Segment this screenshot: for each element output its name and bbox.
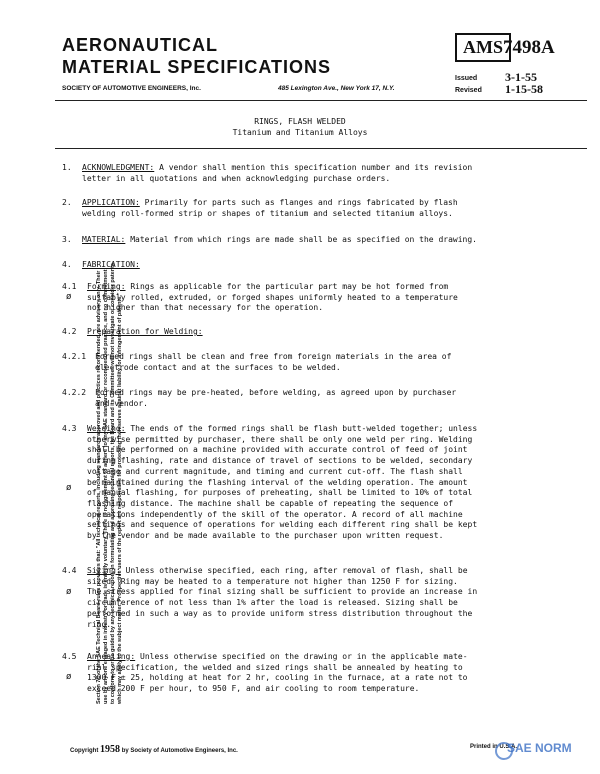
section-2-num: 2. <box>62 198 72 207</box>
section-1-text-2: letter in all quotations and when acknowledging purchase orders. <box>82 173 391 183</box>
section-4-3-text-6: be maintained during the flashing interval of the welding operation. The amount <box>87 477 468 487</box>
section-4-2-2 <box>95 388 585 409</box>
section-4-3-text-5: voltage and current magnitude, and timing and current cut-off. The flash shall <box>87 466 463 476</box>
section-4-4-text-6: ring. <box>87 619 112 629</box>
section-2-text: Primarily for parts such as flanges and rings fabricated by flash <box>144 198 458 207</box>
section-4-4-text-4: circumference of not less than 1% after the load is released. Sizing shall be <box>87 598 458 608</box>
section-1 <box>82 163 582 184</box>
section-4-2-heading: Preparation for Welding: <box>87 327 203 336</box>
section-4-1-text: Rings as applicable for the particular part may be hot formed from <box>130 282 449 291</box>
revision-mark: ø <box>66 292 72 302</box>
sidebar-line-3: to conform to or be guided by any technical report. In formulating and approving technical reports, the Board and its Committees will not investigate or consider patents <box>110 263 116 704</box>
ams-number-box <box>455 33 555 62</box>
section-4-1-heading: Forming: <box>87 282 126 291</box>
section-4-3-num: 4.3 <box>62 424 77 433</box>
society-address: 485 Lexington Ave., New York 17, N.Y. <box>278 85 395 92</box>
section-4-3-text-2: otherwise permitted by purchaser, there shall be only one weld per ring. Welding <box>87 434 473 444</box>
section-4-2-num: 4.2 <box>62 327 77 336</box>
section-4-num: 4. <box>62 260 72 269</box>
section-4-4-text-2: sized. Ring may be heated to a temperature not higher than 1250 F for sizing. <box>87 576 458 586</box>
revision-mark-4: ø <box>66 672 72 682</box>
section-4-5-num: 4.5 <box>62 652 77 661</box>
sidebar-line-2: use by anyone engaged in industry or trade is entirely voluntary. There is no agreement to adhere to any SAE standard or recommended practice, and no commitment <box>103 269 109 704</box>
section-1-heading: ACKNOWLEDGMENT: <box>82 163 155 172</box>
footer-copyright <box>70 744 238 755</box>
section-4-2-1 <box>95 352 585 373</box>
section-4-5-text-1: Unless otherwise specified on the drawing or in the applicable mate- <box>140 652 468 661</box>
section-4-3-text-4: during flashing, rate and distance of travel of sections to be welded, secondary <box>87 456 473 466</box>
section-1-text: A vendor shall mention this specification number and its revision <box>159 163 473 172</box>
revision-mark-2: ø <box>66 483 72 493</box>
doc-subtitle: Titanium and Titanium Alloys <box>232 128 368 137</box>
copyright-owner: by Society of Automotive Engineers, Inc. <box>121 748 238 754</box>
footer-printed: Printed in U.S.A. <box>470 744 518 750</box>
revised-label: Revised <box>455 87 482 94</box>
section-4-2-2-text-2: and vendor. <box>95 398 148 408</box>
section-2-text-2: welding roll-formed strip or shapes of titanium and selected titanium alloys. <box>82 208 453 218</box>
copyright-label: Copyright <box>70 748 99 754</box>
doc-title: RINGS, FLASH WELDED <box>254 117 346 126</box>
issued-date: 3-1-55 <box>505 70 537 84</box>
section-4-heading: FABRICATION: <box>82 260 140 269</box>
section-4-3-heading: Welding: <box>87 424 126 433</box>
watermark: SAE NORM <box>507 741 572 755</box>
header-line2: MATERIAL SPECIFICATIONS <box>62 57 332 77</box>
section-4-2-1-num: 4.2.1 <box>62 352 87 361</box>
section-4-2-1-text-2: electrode contact and at the surfaces to be welded. <box>95 362 341 372</box>
section-4-1-text-3: not higher than that necessary for the operation. <box>87 303 324 313</box>
section-4-1 <box>87 282 587 314</box>
section-4-4-num: 4.4 <box>62 566 77 575</box>
section-4-4-text-5: performed in such a way as to provide uniform stress distribution throughout the <box>87 608 473 618</box>
section-4-2-2-text: Formed rings may be pre-heated, before welding, as agreed upon by purchaser <box>95 388 457 397</box>
section-2 <box>82 198 582 219</box>
section-4-3-text-11: by the vendor and be made available to the purchaser upon written request. <box>87 531 444 541</box>
section-4-4-text-3: The stress applied for final sizing shall be sufficient to provide an increase in <box>87 587 478 597</box>
sidebar-line-1: Section 7C of the SAE Technical Board rules provides that: "All technical reports, including standards approved and practices recommended, are advisory only. Their <box>96 270 102 704</box>
section-4-1-num: 4.1 <box>62 282 77 291</box>
section-4-3 <box>87 424 592 542</box>
section-4-4 <box>87 566 592 630</box>
section-4-5-text-2: rial specification, the welded and sized rings shall be annealed by heating to <box>87 662 463 672</box>
section-4-3-text-10: settings and sequence of operations for welding each different ring shall be kept <box>87 520 478 530</box>
section-3-num: 3. <box>62 235 72 244</box>
revised-date: 1-15-58 <box>505 82 543 96</box>
section-2-heading: APPLICATION: <box>82 198 140 207</box>
header-title <box>62 34 331 78</box>
society-name: SOCIETY OF AUTOMOTIVE ENGINEERS, Inc. <box>62 85 201 92</box>
section-4-3-text-3: shall be performed on a machine provided with accurate control of feed of joint <box>87 445 468 455</box>
sidebar-line-4: which may apply to the subject matter. Prospective users of the report are responsible for protecting themselves against liability for infringement of patents." <box>117 292 123 704</box>
ams-label: AMS <box>463 37 503 57</box>
title-rule <box>55 148 587 149</box>
section-3-heading: MATERIAL: <box>82 235 126 244</box>
issued-label: Issued <box>455 75 478 82</box>
section-4-5 <box>87 652 592 695</box>
section-4-4-text-1: Unless otherwise specified, each ring, after removal of flash, shall be <box>125 566 468 575</box>
section-4-4-heading: Sizing: <box>87 566 121 575</box>
section-4-2-2-num: 4.2.2 <box>62 388 87 397</box>
revision-mark-3: ø <box>66 587 72 597</box>
section-4-1-text-2: suitably rolled, extruded, or forged shapes uniformly heated to a temperature <box>87 292 458 302</box>
section-4-5-heading: Annealing: <box>87 652 136 661</box>
ams-number: 7498A <box>503 37 555 58</box>
section-4-3-text-8: flashing distance. The machine shall be capable of repeating the sequence of <box>87 498 454 508</box>
section-4-5-text-4: exceed 200 F per hour, to 950 F, and air cooling to room temperature. <box>87 684 420 694</box>
section-3 <box>82 235 587 246</box>
section-4-3-text-1: The ends of the formed rings shall be flash butt-welded together; unless <box>130 424 478 433</box>
header-rule <box>55 100 587 101</box>
header-line1: AERONAUTICAL <box>62 35 218 55</box>
section-3-text: Material from which rings are made shall be as specified on the drawing. <box>130 235 477 244</box>
section-4-5-text-3: 1300 F ± 25, holding at heat for 2 hr, cooling in the furnace, at a rate not to <box>87 673 468 683</box>
copyright-year: 1958 <box>100 744 121 755</box>
section-4-3-text-9: operations independently of the skill of the operator. A record of all machine <box>87 509 463 519</box>
section-1-num: 1. <box>62 163 72 172</box>
sidebar-disclaimer <box>96 84 124 704</box>
section-4-2-1-text: Formed rings shall be clean and free from foreign materials in the area of <box>95 352 452 361</box>
section-4-3-text-7: of manual flashing, for purposes of preheating, shall be limited to 10% of total <box>87 488 473 498</box>
